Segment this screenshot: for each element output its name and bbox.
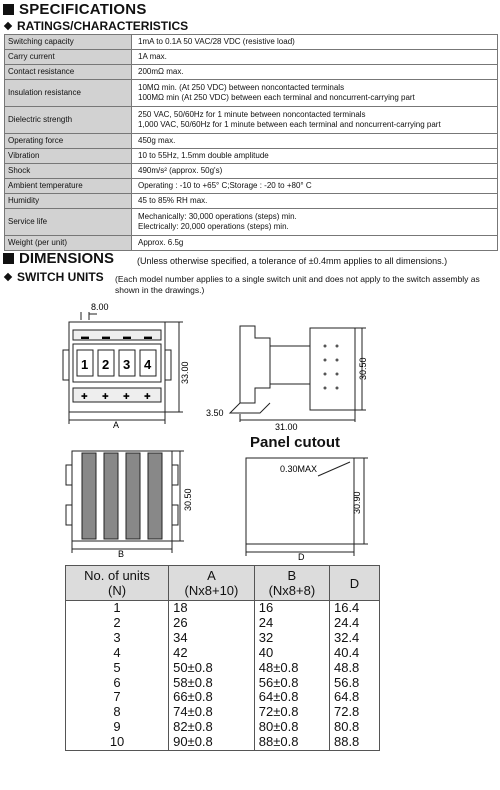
units-header-line: No. of units [84, 568, 150, 583]
units-cell: 80.8 [329, 720, 379, 735]
spec-row [5, 164, 498, 179]
spec-row [5, 209, 498, 236]
spec-row [5, 65, 498, 80]
units-cell: 88±0.8 [254, 735, 329, 750]
units-cell: 80±0.8 [254, 720, 329, 735]
side-view-drawing [200, 318, 370, 433]
units-row [66, 676, 380, 691]
diamond-bullet-icon [4, 273, 12, 281]
units-cell: 6 [66, 676, 169, 691]
spec-label: Switching capacity [5, 35, 132, 50]
spec-label: Carry current [5, 50, 132, 65]
units-row [66, 661, 380, 676]
units-cell: 72.8 [329, 705, 379, 720]
units-cell: 24 [254, 616, 329, 631]
units-cell: 42 [169, 646, 255, 661]
spec-value-line: 1,000 VAC, 50/60Hz for 1 minute between each terminal and noncurrent-carrying part [138, 120, 441, 129]
spec-label: Weight (per unit) [5, 236, 132, 251]
specifications-title: SPECIFICATIONS [19, 1, 147, 18]
spec-row [5, 194, 498, 209]
switch-units-title: SWITCH UNITS [17, 270, 104, 284]
units-header [254, 566, 329, 601]
units-row [66, 646, 380, 661]
units-row [66, 601, 380, 616]
spec-value-line: 250 VAC, 50/60Hz for 1 minute between noncontacted terminals [138, 110, 366, 119]
digit-label: 1 [81, 357, 89, 372]
units-header [169, 566, 255, 601]
units-cell: 56.8 [329, 676, 379, 691]
spec-row [5, 179, 498, 194]
units-cell: 72±0.8 [254, 705, 329, 720]
plus-icon: ✚ [123, 392, 130, 401]
spec-value-line: 10 to 55Hz, 1.5mm double amplitude [138, 151, 269, 160]
spec-value-line: 1mA to 0.1A 50 VAC/28 VDC (resistive load) [138, 37, 295, 46]
units-cell: 66±0.8 [169, 690, 255, 705]
units-cell: 74±0.8 [169, 705, 255, 720]
spec-value-line: 490m/s² (approx. 50g's) [138, 166, 223, 175]
units-cell: 26 [169, 616, 255, 631]
units-cell: 10 [66, 735, 169, 750]
front-view-drawing [55, 300, 195, 430]
units-cell: 5 [66, 661, 169, 676]
units-cell: 40 [254, 646, 329, 661]
spec-value [132, 149, 498, 164]
specifications-table [4, 34, 498, 251]
units-header [66, 566, 169, 601]
spec-label: Shock [5, 164, 132, 179]
units-cell: 34 [169, 631, 255, 646]
dim-8-label: 8.00 [91, 302, 109, 312]
spec-row [5, 236, 498, 251]
spec-value [132, 179, 498, 194]
plus-icon: ▬ [123, 332, 131, 341]
spec-value-line: 10MΩ min. (At 250 VDC) between noncontacted terminals [138, 83, 345, 92]
spec-value-line: 100MΩ min (At 250 VDC) between each terminal and noncurrent-carrying part [138, 93, 415, 102]
units-cell: 3 [66, 631, 169, 646]
spec-value-line: 200mΩ max. [138, 67, 184, 76]
dim-33-label: 33.00 [180, 361, 190, 384]
units-row [66, 616, 380, 631]
units-header-line: D [349, 575, 360, 591]
units-cell: 64.8 [329, 690, 379, 705]
dimensions-note: (Unless otherwise specified, a tolerance of ±0.4mm applies to all dimensions.) [137, 256, 448, 266]
dim-31-label: 31.00 [275, 422, 298, 432]
spec-label: Vibration [5, 149, 132, 164]
digit-label: 3 [123, 357, 131, 372]
spec-value [132, 35, 498, 50]
spec-value-line: 1A max. [138, 52, 167, 61]
units-cell: 40.4 [329, 646, 379, 661]
plus-icon: ✚ [81, 392, 88, 401]
units-cell: 8 [66, 705, 169, 720]
digit-label: 4 [144, 357, 152, 372]
units-row [66, 720, 380, 735]
units-cell: 9 [66, 720, 169, 735]
ratings-heading [3, 19, 188, 33]
units-cell: 48±0.8 [254, 661, 329, 676]
plus-icon: ✚ [102, 392, 109, 401]
spec-row [5, 149, 498, 164]
diamond-bullet-icon [4, 22, 12, 30]
dim-30-90-label: 30.90 [352, 491, 362, 514]
switch-units-heading [3, 270, 104, 284]
units-cell: 32.4 [329, 631, 379, 646]
spec-row [5, 35, 498, 50]
switch-strip [104, 453, 118, 539]
units-cell: 7 [66, 690, 169, 705]
units-header-line: (N) [108, 583, 127, 598]
units-cell: 16 [254, 601, 329, 616]
spec-value [132, 80, 498, 107]
specifications-heading [3, 1, 147, 18]
units-cell: 56±0.8 [254, 676, 329, 691]
spec-value-line: Approx. 6.5g [138, 238, 184, 247]
dim-top-30-50-label: 30.50 [183, 488, 193, 511]
digit-label: 2 [102, 357, 110, 372]
spec-label: Service life [5, 209, 132, 236]
plus-icon: ▬ [144, 332, 152, 341]
spec-value [132, 65, 498, 80]
spec-row [5, 50, 498, 65]
units-cell: 48.8 [329, 661, 379, 676]
spec-value [132, 236, 498, 251]
units-cell: 18 [169, 601, 255, 616]
spec-value [132, 164, 498, 179]
units-header [329, 566, 379, 601]
top-view-drawing [60, 445, 200, 560]
units-cell: 1 [66, 601, 169, 616]
panel-cutout-drawing [238, 452, 373, 562]
units-row [66, 735, 380, 750]
dimensions-heading [3, 250, 114, 267]
spec-value-line: Electrically: 20,000 operations (steps) min. [138, 222, 289, 231]
plus-icon: ▬ [102, 332, 110, 341]
spec-label: Dielectric strength [5, 107, 132, 134]
spec-value [132, 209, 498, 236]
units-cell: 24.4 [329, 616, 379, 631]
switch-units-note: (Each model number applies to a single switch unit and does not apply to the switch assembly as shown in the drawings.) [115, 274, 480, 295]
units-cell: 2 [66, 616, 169, 631]
dimensions-title: DIMENSIONS [19, 250, 115, 267]
spec-value-line: Operating : -10 to +65° C;Storage : -20 to +80° C [138, 181, 312, 190]
plus-icon: ✚ [144, 392, 151, 401]
units-cell: 82±0.8 [169, 720, 255, 735]
units-cell: 4 [66, 646, 169, 661]
units-cell: 64±0.8 [254, 690, 329, 705]
spec-value [132, 50, 498, 65]
spec-value [132, 107, 498, 134]
spec-label: Ambient temperature [5, 179, 132, 194]
square-bullet-icon [3, 253, 14, 264]
units-row [66, 690, 380, 705]
spec-value [132, 134, 498, 149]
plus-icon: ▬ [81, 332, 89, 341]
spec-value-line: 450g max. [138, 136, 176, 145]
units-row [66, 705, 380, 720]
units-cell: 50±0.8 [169, 661, 255, 676]
spec-value-line: Mechanically: 30,000 operations (steps) min. [138, 212, 297, 221]
units-cell: 88.8 [329, 735, 379, 750]
units-cell: 90±0.8 [169, 735, 255, 750]
ratings-title: RATINGS/CHARACTERISTICS [17, 19, 189, 33]
units-header-line: B [287, 568, 297, 583]
spec-row [5, 134, 498, 149]
switch-strip [148, 453, 162, 539]
units-row [66, 631, 380, 646]
spec-label: Insulation resistance [5, 80, 132, 107]
spec-label: Humidity [5, 194, 132, 209]
units-header-line: (Nx8+8) [268, 583, 316, 598]
square-bullet-icon [3, 4, 14, 15]
units-table [65, 565, 380, 751]
units-cell: 16.4 [329, 601, 379, 616]
units-cell: 58±0.8 [169, 676, 255, 691]
dim-3-50-label: 3.50 [206, 408, 224, 418]
dim-radius-label: 0.30MAX [280, 464, 318, 474]
dim-b-label: B [118, 549, 125, 559]
spec-value-line: 45 to 85% RH max. [138, 196, 208, 205]
dim-a-label: A [113, 420, 120, 430]
dim-d-label: D [298, 552, 305, 562]
units-header-line: A [207, 568, 216, 583]
spec-label: Contact resistance [5, 65, 132, 80]
spec-label: Operating force [5, 134, 132, 149]
dim-30-50-label: 30.50 [358, 357, 368, 380]
switch-strip [126, 453, 140, 539]
units-header-line: (Nx8+10) [184, 583, 239, 598]
units-cell: 32 [254, 631, 329, 646]
spec-row [5, 107, 498, 134]
spec-value [132, 194, 498, 209]
switch-strip [82, 453, 96, 539]
spec-row [5, 80, 498, 107]
panel-cutout-title: Panel cutout [250, 434, 341, 451]
